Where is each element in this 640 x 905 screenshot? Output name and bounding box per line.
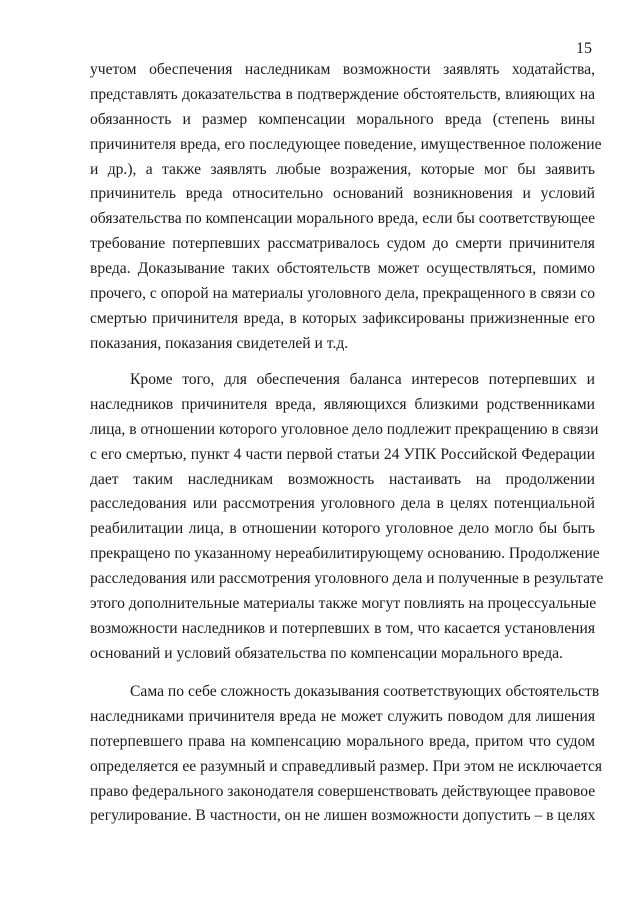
- text-line: потерпевшего права на компенсацию морального вреда, притом что судом: [90, 732, 595, 750]
- text-line: причинитель вреда относительно оснований возникновения и условий: [90, 185, 595, 203]
- text-line: и др.), а также заявлять любые возражения, которые мог бы заявить: [90, 160, 595, 178]
- text-line: расследования или рассмотрения уголовного дела в целях потенциальной: [90, 495, 595, 513]
- text-line: прекращено по указанному нереабилитирующему основанию. Продолжение: [90, 545, 600, 563]
- text-line: представлять доказательства в подтверждение обстоятельств, влияющих на: [90, 85, 595, 103]
- text-line: наследниками причинителя вреда не может служить поводом для лишения: [90, 707, 595, 725]
- page-number: 15: [576, 40, 592, 57]
- text-line: оснований и условий обязательства по компенсации морального вреда.: [90, 644, 563, 662]
- text-line: право федерального законодателя совершенствовать действующее правовое: [90, 782, 596, 800]
- text-line: требование потерпевших рассматривалось судом до смерти причинителя: [90, 235, 595, 253]
- text-line: возможности наследников и потерпевших в том, что касается установления: [90, 619, 595, 637]
- text-line: определяется ее разумный и справедливый размер. При этом не исключается: [90, 757, 603, 775]
- text-line: обязанность и размер компенсации морального вреда (степень вины: [90, 110, 595, 128]
- text-line: смертью причинителя вреда, в которых зафиксированы прижизненные его: [90, 309, 595, 327]
- text-line: показания, показания свидетелей и т.д.: [90, 334, 349, 352]
- text-line: прочего, с опорой на материалы уголовного дела, прекращенного в связи со: [90, 285, 595, 303]
- text-line: обязательства по компенсации морального вреда, если бы соответствующее: [90, 210, 595, 228]
- text-line: реабилитации лица, в отношении которого уголовное дело могло бы быть: [90, 520, 595, 538]
- text-line: наследников причинителя вреда, являющихся близкими родственниками: [90, 395, 595, 413]
- paragraph: [90, 368, 604, 667]
- text-line: регулирование. В частности, он не лишен возможности допустить – в целях: [90, 807, 596, 825]
- text-line: причинителя вреда, его последующее поведение, имущественное положение: [90, 135, 602, 153]
- paragraph: [90, 680, 603, 829]
- text-line: вреда. Доказывание таких обстоятельств может осуществляться, помимо: [90, 260, 595, 278]
- text-line: Сама по себе сложность доказывания соответствующих обстоятельств: [130, 683, 600, 700]
- text-line: лица, в отношении которого уголовное дело подлежит прекращению в связи: [90, 420, 599, 438]
- text-line: дает таким наследникам возможность настаивать на продолжении: [90, 470, 595, 488]
- text-line: учетом обеспечения наследникам возможности заявлять ходатайства,: [90, 61, 595, 78]
- paragraph: [90, 58, 602, 357]
- text-line: расследования или рассмотрения уголовного дела и полученные в результате: [90, 570, 604, 588]
- text-line: Кроме того, для обеспечения баланса интересов потерпевших и: [130, 371, 595, 388]
- text-line: с его смертью, пункт 4 части первой статьи 24 УПК Российской Федерации: [90, 445, 595, 463]
- text-line: этого дополнительные материалы также могут повлиять на процессуальные: [90, 595, 597, 613]
